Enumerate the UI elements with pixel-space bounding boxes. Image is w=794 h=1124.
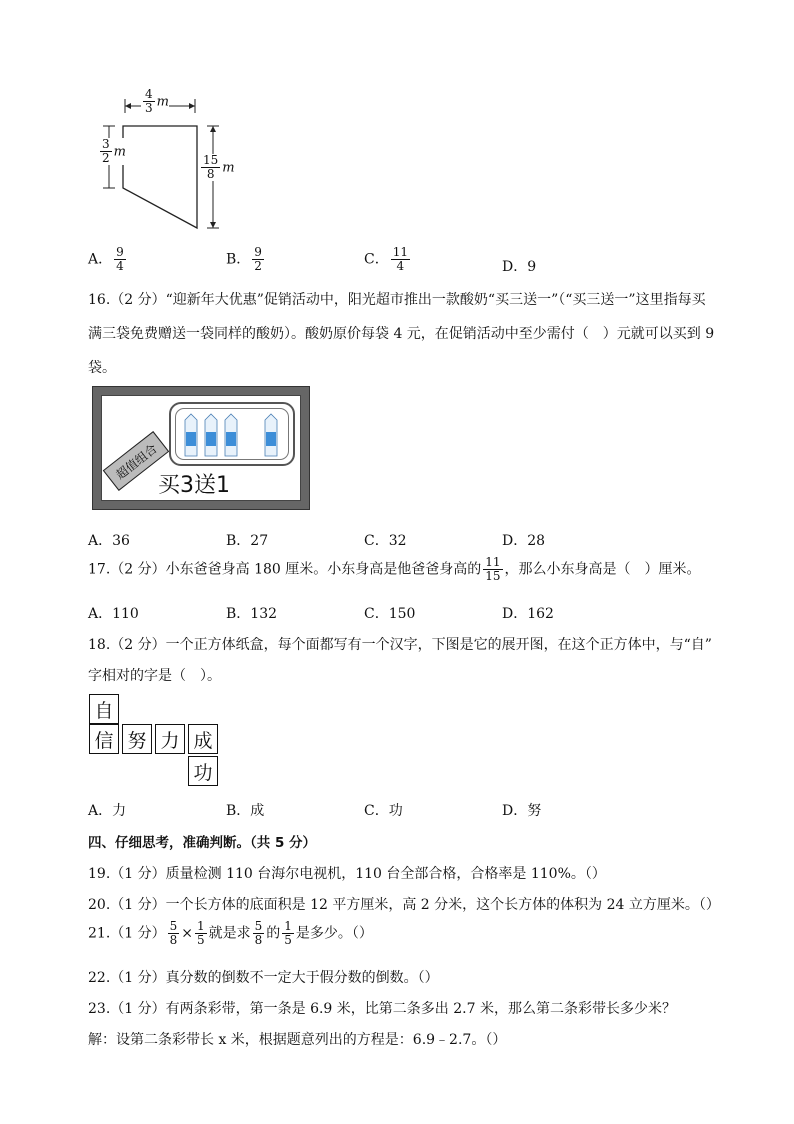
q17-option-c[interactable]: C．150 (364, 606, 416, 622)
q19-text: 19.（1 分）质量检测 110 台海尔电视机，110 台全部合格，合格率是 110%。（） (88, 866, 606, 882)
q15-option-a[interactable]: A． $\frac{9}{4}$ (88, 245, 124, 273)
q15-option-b[interactable]: B． $\frac{9}{2}$ (226, 245, 262, 273)
q16-option-c[interactable]: C．32 (364, 533, 407, 549)
q22-text: 22.（1 分）真分数的倒数不一定大于假分数的倒数。（） (88, 970, 439, 986)
q21-text: 21.（1 分） $\frac{5}{8}$ × $\frac{1}{5}$ 就是求 $\frac{5}{8}$ 的 $\frac{1}{5}$ 是多少。（） (88, 919, 373, 947)
q16-text-line2: 满三袋免费赠送一袋同样的酸奶）。酸奶原价每袋 4 元，在促销活动中至少需付（ ）元就可以买到 9 (88, 326, 715, 342)
q17-option-d[interactable]: D．162 (502, 606, 554, 622)
q17-option-b[interactable]: B．132 (226, 606, 278, 622)
q23-text-line1: 23.（1 分）有两条彩带，第一条是 6.9 米，比第二条多出 2.7 米，那么第二条彩带长多少米？ (88, 1001, 676, 1017)
q16-option-b[interactable]: B．27 (226, 533, 269, 549)
q16-option-d[interactable]: D．28 (502, 533, 546, 549)
q18-option-d[interactable]: D．努 (502, 803, 542, 819)
milk-carton-icon (179, 412, 289, 460)
net-cell-3: 努 (122, 724, 152, 754)
q18-option-c[interactable]: C．功 (364, 803, 403, 819)
q18-option-b[interactable]: B．成 (226, 803, 265, 819)
trapezoid-figure (95, 86, 255, 236)
top-length-label: $\frac{4}{3}$ m (141, 88, 169, 115)
right-length-label: $\frac{15}{8}$ m (199, 154, 235, 181)
q16-option-a[interactable]: A．36 (88, 533, 130, 549)
q20-text: 20.（1 分）一个长方体的底面积是 12 平方厘米，高 2 分米，这个长方体的体积为 24 立方厘米。（） (88, 897, 720, 913)
q18-text-line1: 18.（2 分）一个正方体纸盒，每个面都写有一个汉字，下图是它的展开图，在这个正方体中，与“自” (88, 637, 712, 653)
promo-sign-inner (101, 395, 301, 501)
net-cell-1: 自 (89, 694, 119, 724)
net-cell-6: 功 (188, 756, 218, 786)
net-cell-5: 成 (188, 724, 218, 754)
q18-text-line2: 字相对的字是（ ）。 (88, 668, 221, 684)
q17-text: 17.（2 分）小东爸爸身高 180 厘米。小东身高是他爸爸身高的 $\frac{11}{15}$ ，那么小东身高是（ ）厘米。 (88, 555, 701, 583)
trapezoid-shape (123, 126, 197, 228)
q23-text-line2: 解：设第二条彩带长 x 米，根据题意列出的方程是：6.9﹣2.7。（） (88, 1032, 507, 1048)
promo-text: 买3送1 (158, 473, 230, 498)
q15-option-d[interactable]: D．9 (502, 259, 537, 275)
product-tray (169, 402, 295, 466)
section-heading: 四、仔细思考，准确判断。（共 5 分） (88, 835, 317, 851)
net-cell-4: 力 (155, 724, 185, 754)
q16-text-line3: 袋。 (88, 360, 116, 376)
q18-option-a[interactable]: A．力 (88, 803, 127, 819)
left-length-label: $\frac{3}{2}$ m (98, 138, 126, 165)
q17-option-a[interactable]: A．110 (88, 606, 139, 622)
promo-tag: 超值组合 (103, 431, 169, 491)
promo-sign (92, 386, 310, 510)
q15-option-c[interactable]: C． $\frac{11}{4}$ (364, 245, 408, 273)
net-cell-2: 信 (89, 724, 119, 754)
q16-text-line1: 16.（2 分）“迎新年大优惠”促销活动中，阳光超市推出一款酸奶“买三送一”（“买三送一”这里指每买 (88, 292, 706, 308)
